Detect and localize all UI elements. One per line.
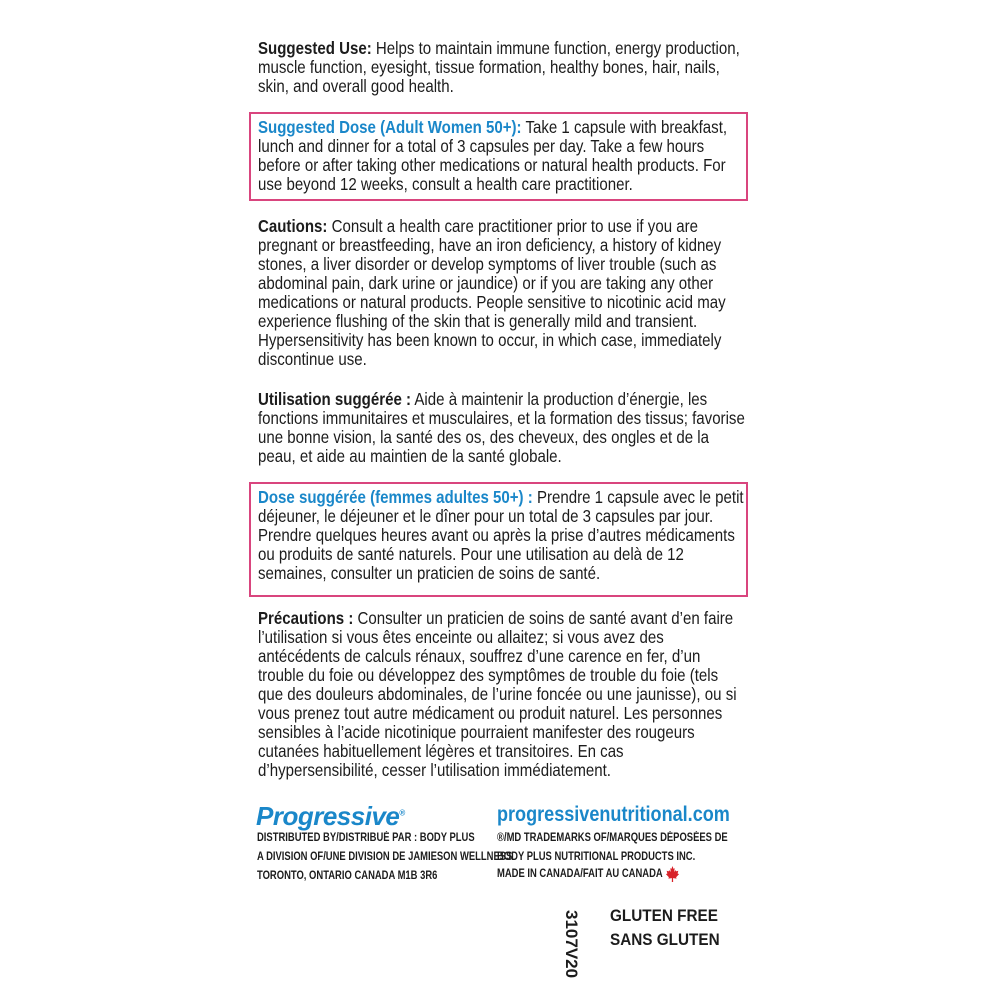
sans-gluten-label: SANS GLUTEN	[610, 930, 720, 949]
suggested-dose-label: Suggested Dose (Adult Women 50+):	[258, 117, 522, 137]
dose-suggeree-text: Prendre 1 capsule avec le petit déjeuner, le déjeuner et le dîner pour un total de 3 capsules par jour. Prendre quelques heures avant ou après la prise d’autres médicaments ou produits de santé naturels. Pour une utilisation au delà de 12 semaines, consulter un praticien de soins de santé.	[258, 487, 744, 583]
version-code	[561, 910, 583, 980]
suggested-use-en	[258, 39, 758, 96]
suggested-use-label: Suggested Use:	[258, 38, 372, 58]
precautions-label: Précautions :	[258, 608, 354, 628]
distributor-line-3: TORONTO, ONTARIO CANADA M1B 3R6	[257, 870, 438, 882]
brand-registered-mark: ®	[399, 808, 405, 818]
progressive-logo	[256, 801, 405, 832]
suggested-dose-text: Take 1 capsule with breakfast, lunch and dinner for a total of 3 capsules per day. Take a few hours before or after taking other medications or natural health products. For use beyond 12 weeks, consult a health care practitioner.	[258, 117, 728, 194]
cautions-en	[258, 217, 758, 369]
brand-name: Progressive	[256, 801, 400, 831]
cautions-fr	[258, 609, 758, 780]
website-link: progressivenutritional.com	[497, 803, 730, 826]
trademark-line-2: BODY PLUS NUTRITIONAL PRODUCTS INC.	[497, 851, 696, 863]
cautions-text: Consult a health care practitioner prior to use if you are pregnant or breastfeeding, have an iron deficiency, a history of kidney stones, a liver disorder or develop symptoms of liver trouble (such as abdominal pain, dark urine or jaundice) or if you are taking any other medications or natural products. People sensitive to nicotinic acid may experience flushing of the skin that is generally mild and transient. Hypersensitivity has been known to occur, in which case, immediately discontinue use.	[258, 216, 726, 369]
distributor-line-1: DISTRIBUTED BY/DISTRIBUÉ PAR : BODY PLUS	[257, 832, 475, 844]
gluten-free-label: GLUTEN FREE	[610, 906, 718, 925]
made-in-canada-text: MADE IN CANADA/FAIT AU CANADA	[497, 868, 663, 880]
made-in-canada	[497, 865, 680, 884]
precautions-text: Consulter un praticien de soins de santé avant d’en faire l’utilisation si vous êtes enceinte ou allaitez; si vous avez des antécédents de calculs rénaux, souffrez d’une carence en fer, d’un trouble du foie ou développez des symptômes de trouble du foie (tels que des douleurs abdominales, de l’urine foncée ou une jaunisse), ou si vous prenez tout autre médicament ou produit naturel. Les personnes sensibles à l’acide nicotinique pourraient manifester des rougeurs cutanées habituellement légères et transitoires. En cas d’hypersensibilité, cesser l’utilisation immédiatement.	[258, 608, 737, 780]
suggested-dose-en	[258, 118, 758, 194]
maple-leaf-icon	[665, 866, 680, 882]
trademark-line-1: ®/MD TRADEMARKS OF/MARQUES DÉPOSÉES DE	[497, 832, 728, 844]
dose-suggeree-label: Dose suggérée (femmes adultes 50+) :	[258, 487, 533, 507]
cautions-label: Cautions:	[258, 216, 328, 236]
suggested-dose-fr	[258, 488, 758, 583]
suggested-use-fr	[258, 390, 758, 466]
utilisation-suggeree-label: Utilisation suggérée :	[258, 389, 412, 409]
utilisation-suggeree-text: Aide à maintenir la production d’énergie, les fonctions immunitaires et musculaires, et la formation des tissus; favorise une bonne vision, la santé des os, des cheveux, des ongles et de la peau, et aide au maintien de la santé globale.	[258, 389, 745, 466]
distributor-line-2: A DIVISION OF/UNE DIVISION DE JAMIESON WELLNESS	[257, 851, 513, 863]
suggested-use-text: Helps to maintain immune function, energy production, muscle function, eyesight, tissue formation, healthy bones, hair, nails, skin, and overall good health.	[258, 38, 740, 96]
version-code-text: 3107V20	[562, 910, 581, 979]
